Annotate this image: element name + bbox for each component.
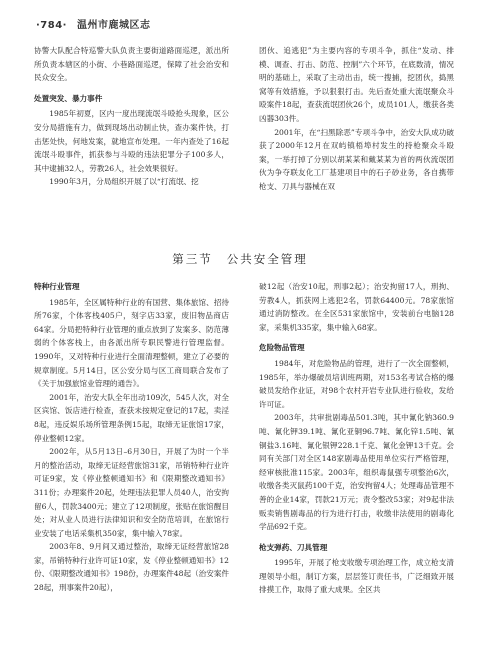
section-number: 第三节 [172, 252, 213, 266]
paragraph: 2003年，共审批剧毒品501.3吨，其中氰化钠360.9吨、氰化钾39.1吨、氰化亚铜96.7吨、氰化锌1.5吨、氰铜盐3.16吨、氰化银钾228.1千克、氰化金钾13千克。会同有关部门对全区148家剧毒品使用单位实行严格管理，经审核批准115家。2003年，组织毒鼠强专项整治6次，收缴各类灭鼠药100千克，治安拘留4人；处理毒品管理不善的企业14家，罚款21万元；责令整改53家；对9起非法贩卖销售剧毒品的行为进行打击，收缴非法使用的剧毒化学品692千克。 [259, 413, 454, 532]
subsection-heading: 枪支弹药、刀具管理 [259, 542, 328, 552]
bottom-right-column [259, 280, 454, 597]
subsection-heading: 特种行业管理 [34, 282, 80, 291]
paragraph: 2001年，治安大队全年出动109次，545人次，对全区宾馆、饭店进行检查，查获未按规定登记的17起，卖淫8起，违反娱乐场所管理条例15起，取缔无证旅馆17家，停业整顿12家。 [34, 392, 229, 443]
top-right-column [259, 44, 454, 194]
paragraph: 2002年，从5月13日–6月30日，开展了为时一个半月的整治活动，取缔无证经营旅馆31家，吊销特种行业许可证9家，发《停业整顿通知书》和《限期整改通知书》311份；办理案件20起，处理违法犯罪人员40人，治安拘留6人，罚款3400元；建立了12项制度，张贴在旅馆醒目处；对从业人员进行法律知识和安全防范培训，在旅馆行业安装了电话采集机350家，集中输入78家。 [34, 447, 229, 538]
bottom-left-column [34, 280, 229, 595]
header-spacer [70, 20, 74, 31]
paragraph: 协警大队配合特巡警大队负责主要街道路面巡逻，派出所所负责本辖区的小街、小巷路面巡逻，保障了社会治安和民众安全。 [34, 46, 229, 83]
paragraph: 破12起（治安10起，刑事2起）；治安拘留17人，刑拘、劳教4人，抓获网上逃犯2名，罚款64400元。78家旅馆通过消防整改。在全区531家旅馆中，安装前台电脑128家，采集机335家，集中输入68家。 [259, 282, 454, 332]
paragraph: 1995年，开展了枪支收缴专项治理工作，成立枪支清理领导小组，制订方案，层层签订责任书，广泛细致开展排摸工作，取得了重大成果。全区共 [259, 558, 454, 595]
running-header [36, 16, 446, 31]
paragraph: 2003年8、9月间又通过整治，取缔无证经营旅馆28家，吊销特种行业许可证10家，发《停业整顿通知书》12份、《限期整改通知书》198份，办理案件48起（治安案件28起，刑事案件20起）， [34, 542, 230, 593]
section-name: 公共安全管理 [226, 252, 308, 266]
top-left-column [34, 44, 229, 189]
book-title: 温州市鹿城区志 [76, 20, 151, 31]
paragraph: 1985年，全区属特种行业的有国营、集体旅馆、招待所76家，个体客栈405户，刻字店33家，废旧物品商店64家。分局把特种行业管理的重点放到了发案多、防范薄弱的个体客栈上，由各派出所专职民警进行管理监督。1990年，又对特种行业进行全面清理整顿，建立了必要的规章制度。5月14日，区公安分局与区工商局联合发布了《关于加强旅馆业管理的通告》。 [34, 297, 229, 389]
page-number: ·784· [36, 20, 67, 31]
paragraph: 1985年初夏，区内一度出现流氓斗殴抢头现象，区公安分局措施有力，做到现场出动制止快，查办案件快，打击惩处快，何地发案，就地宣布处理。一年内查处了16起流氓斗殴事件，抓获参与斗殴的违法犯罪分子100多人，其中逮捕32人，劳教26人，社会效果很好。 [34, 109, 229, 173]
subsection-heading: 处置突发、暴力事件 [34, 93, 103, 103]
section-title [0, 251, 480, 267]
paragraph: 团伙、追逃犯”为主要内容的专项斗争，抓住“发动、排模、调查、打击、防范、控制”六个环节，在底数清，情况明的基础上，采取了主动出击，统一搜捕，挖团伙，捣黑窝等有效措施，予以狠狠打击。先后查处重大流氓聚众斗殴案件18起，查获流氓团伙26个，成员101人，缴获各类凶器303件。 [259, 46, 454, 123]
subsection-heading: 危险物品管理 [259, 343, 305, 353]
paragraph: 1990年3月，分局组织开展了以“打流氓、挖 [49, 177, 199, 187]
paragraph: 1984年，对危险物品的管理，进行了一次全面整顿，1985年，举办爆破员培训班两期，对153名考试合格的爆破员发给作业证，对98个农村开岩专业队进行验收，发给许可证。 [259, 358, 454, 409]
paragraph: 2001年，在“扫黑除恶”专项斗争中，治安大队成功破获了2000年12月在双屿镇梧埠村发生的持枪聚众斗殴案，一举打掉了分别以胡某某和戴某某为首的两伙流氓团伙为争夺联友化工厂基建项目中的石子砂业务，各自携带枪支、刀具与器械在双 [259, 127, 454, 191]
